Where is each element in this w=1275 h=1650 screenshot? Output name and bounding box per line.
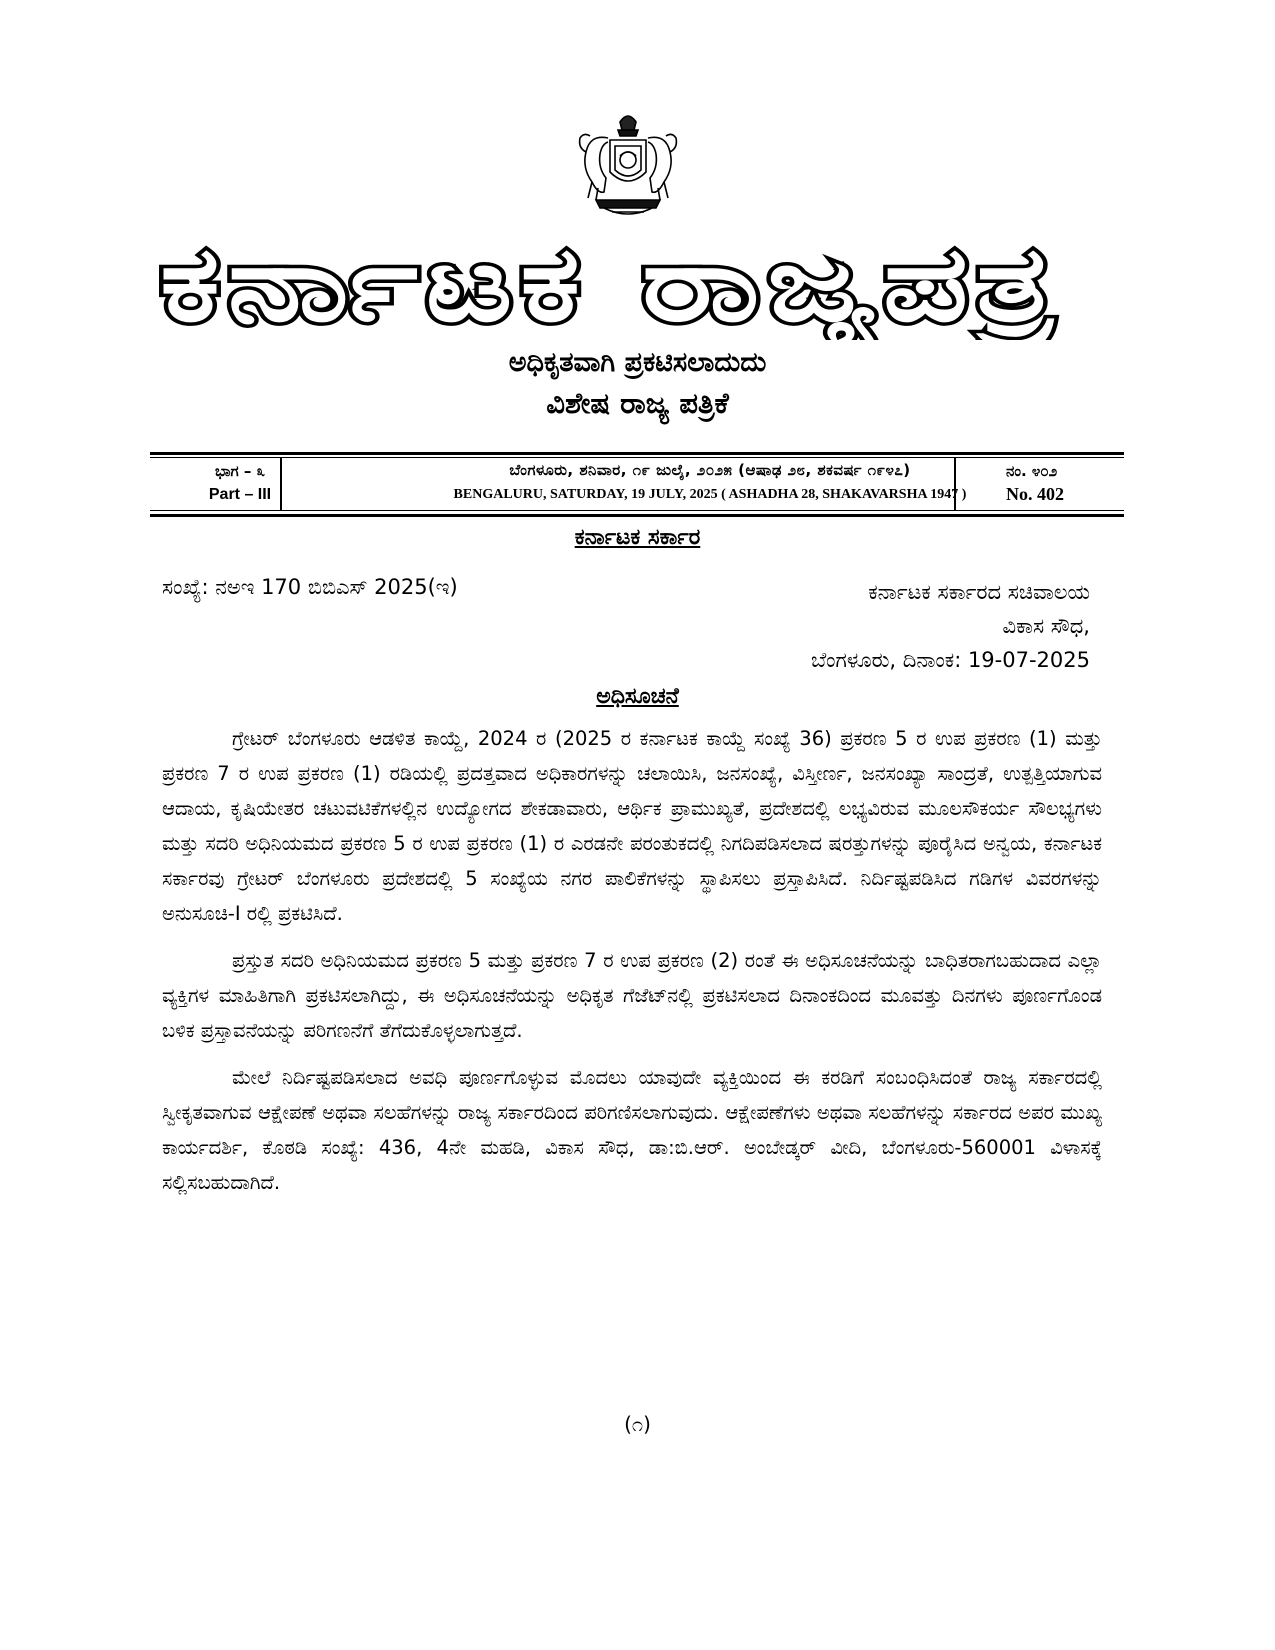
band-rule-bottom (150, 514, 1124, 517)
masthead-subtitle-official: ಅಧಿಕೃತವಾಗಿ ಪ್ರಕಟಿಸಲಾದುದು (508, 347, 767, 378)
band-rule-top (150, 452, 1124, 455)
body-paragraph: ಗ್ರೇಟರ್ ಬೆಂಗಳೂರು ಆಡಳಿತ ಕಾಯ್ದೆ, 2024 ರ (2025 ರ ಕರ್ನಾಟಕ ಕಾಯ್ದೆ ಸಂಖ್ಯೆ 36) ಪ್ರಕರಣ 5 ರ ಉಪ ಪ್ರಕರಣ (1) ಮತ್ತು ಪ್ರಕರಣ 7 ರ ಉಪ ಪ್ರಕರಣ (1) ರಡಿಯಲ್ಲಿ ಪ್ರದತ್ತವಾದ ಅಧಿಕಾರಗಳನ್ನು ಚಲಾಯಿಸಿ, ಜನಸಂಖ್ಯೆ, ವಿಸ್ತೀರ್ಣ, ಜನಸಂಖ್ಯಾ ಸಾಂದ್ರತೆ, ಉತ್ಪತ್ತಿಯಾಗುವ ಆದಾಯ, ಕೃಷಿಯೇತರ ಚಟುವಟಿಕೆಗಳಲ್ಲಿನ ಉದ್ಯೋಗದ ಶೇಕಡಾವಾರು, ಆರ್ಥಿಕ ಪ್ರಾಮುಖ್ಯತೆ, ಪ್ರದೇಶದಲ್ಲಿ ಲಭ್ಯವಿರುವ ಮೂಲಸೌಕರ್ಯ ಸೌಲಭ್ಯಗಳು ಮತ್ತು ಸದರಿ ಅಧಿನಿಯಮದ ಪ್ರಕರಣ 5 ರ ಉಪ ಪ್ರಕರಣ (1) ರ ಎರಡನೇ ಪರಂತುಕದಲ್ಲಿ ನಿಗದಿಪಡಿಸಲಾದ ಷರತ್ತುಗಳನ್ನು ಪೂರೈಸಿದ ಅನ್ವಯ, ಕರ್ನಾಟಕ ಸರ್ಕಾರವು ಗ್ರೇಟರ್ ಬೆಂಗಳೂರು ಪ್ರದೇಶದಲ್ಲಿ 5 ಸಂಖ್ಯೆಯ ನಗರ ಪಾಲಿಕೆಗಳನ್ನು ಸ್ಥಾಪಿಸಲು ಪ್ರಸ್ತಾಪಿಸಿದೆ. ನಿರ್ದಿಷ್ಟಪಡಿಸಿದ ಗಡಿಗಳ ವಿವರಗಳನ್ನು ಅನುಸೂಚಿ-I ರಲ್ಲಿ ಪ್ರಕಟಿಸಿದೆ. (162, 727, 1102, 925)
issuing-office-block (690, 575, 1090, 677)
issue-number-kannada: ನಂ. ೪೦೨ (1006, 462, 1058, 480)
office-line-building: ವಿಕಾಸ ಸೌಧ, (1002, 614, 1090, 638)
masthead-title: ಕರ್ನಾಟಕ ರಾಜ್ಯಪತ್ರ (160, 223, 863, 340)
government-heading: ಕರ್ನಾಟಕ ಸರ್ಕಾರ (574, 525, 701, 550)
body-paragraph: ಪ್ರಸ್ತುತ ಸದರಿ ಅಧಿನಿಯಮದ ಪ್ರಕರಣ 5 ಮತ್ತು ಪ್ರಕರಣ 7 ರ ಉಪ ಪ್ರಕರಣ (2) ರಂತೆ ಈ ಅಧಿಸೂಚನೆಯನ್ನು ಬಾಧಿತರಾಗಬಹುದಾದ ಎಲ್ಲಾ ವ್ಯಕ್ತಿಗಳ ಮಾಹಿತಿಗಾಗಿ ಪ್ರಕಟಿಸಲಾಗಿದ್ದು, ಈ ಅಧಿಸೂಚನೆಯನ್ನು ಅಧಿಕೃತ ಗೆಜೆಟ್‌ನಲ್ಲಿ ಪ್ರಕಟಿಸಲಾದ ದಿನಾಂಕದಿಂದ ಮೂವತ್ತು ದಿನಗಳು ಪೂರ್ಣಗೊಂಡ ಬಳಿಕ ಪ್ರಸ್ತಾವನೆಯನ್ನು ಪರಿಗಣನೆಗೆ ತೆಗೆದುಕೊಳ್ಳಲಾಗುತ್ತದೆ. (162, 949, 1102, 1042)
issue-band (150, 452, 1124, 518)
state-emblem (568, 108, 688, 220)
notification-body (162, 721, 1102, 1212)
body-paragraph: ಮೇಲೆ ನಿರ್ದಿಷ್ಟಪಡಿಸಲಾದ ಅವಧಿ ಪೂರ್ಣಗೊಳ್ಳುವ ಮೊದಲು ಯಾವುದೇ ವ್ಯಕ್ತಿಯಿಂದ ಈ ಕರಡಿಗೆ ಸಂಬಂಧಿಸಿದಂತೆ ರಾಜ್ಯ ಸರ್ಕಾರದಲ್ಲಿ ಸ್ವೀಕೃತವಾಗುವ ಆಕ್ಷೇಪಣೆ ಅಥವಾ ಸಲಹೆಗಳನ್ನು ರಾಜ್ಯ ಸರ್ಕಾರದಿಂದ ಪರಿಗಣಿಸಲಾಗುವುದು. ಆಕ್ಷೇಪಣೆಗಳು ಅಥವಾ ಸಲಹೆಗಳನ್ನು ಸರ್ಕಾರದ ಅಪರ ಮುಖ್ಯ ಕಾರ್ಯದರ್ಶಿ, ಕೊಠಡಿ ಸಂಖ್ಯೆ: 436, 4ನೇ ಮಹಡಿ, ವಿಕಾಸ ಸೌಧ, ಡಾ:ಬಿ.ಆರ್. ಅಂಬೇಡ್ಕರ್ ವೀದಿ, ಬೆಂಗಳೂರು-560001 ವಿಳಾಸಕ್ಕೆ ಸಲ್ಲಿಸಬಹುದಾಗಿದೆ. (162, 1066, 1102, 1194)
gazette-masthead (150, 220, 1070, 340)
issue-date-english: BENGALURU, SATURDAY, 19 JULY, 2025 ( ASHADHA 28, SHAKAVARSHA 1947 ) (453, 487, 967, 502)
part-label-english: Part – III (208, 486, 272, 503)
issue-date-kannada: ಬೆಂಗಳೂರು, ಶನಿವಾರ, ೧೯ ಜುಲೈ, ೨೦೨೫ (ಆಷಾಢ ೨೮, ಶಕವರ್ಷ ೧೯೪೭) (509, 461, 911, 479)
office-line-secretariat: ಕರ್ನಾಟಕ ಸರ್ಕಾರದ ಸಚಿವಾಲಯ (868, 580, 1090, 604)
notification-heading: ಅಧಿಸೂಚನೆ (596, 684, 679, 709)
band-rule-top-thin (150, 457, 1124, 458)
reference-number: ಸಂಖ್ಯೆ: ನಅಇ 170 ಬಿಬಿಎಸ್ 2025(ಇ) (162, 575, 458, 599)
part-label-kannada: ಭಾಗ – ೩ (215, 462, 265, 480)
office-line-place-date: ಬೆಂಗಳೂರು, ದಿನಾಂಕ: 19-07-2025 (811, 648, 1090, 672)
masthead-subtitle-special: ವಿಶೇಷ ರಾಜ್ಯ ಪತ್ರಿಕೆ (546, 386, 729, 420)
page-number: (೧) (624, 1412, 651, 1436)
issue-number-english: No. 402 (1006, 484, 1064, 504)
band-rule-bottom-thin (150, 510, 1124, 511)
